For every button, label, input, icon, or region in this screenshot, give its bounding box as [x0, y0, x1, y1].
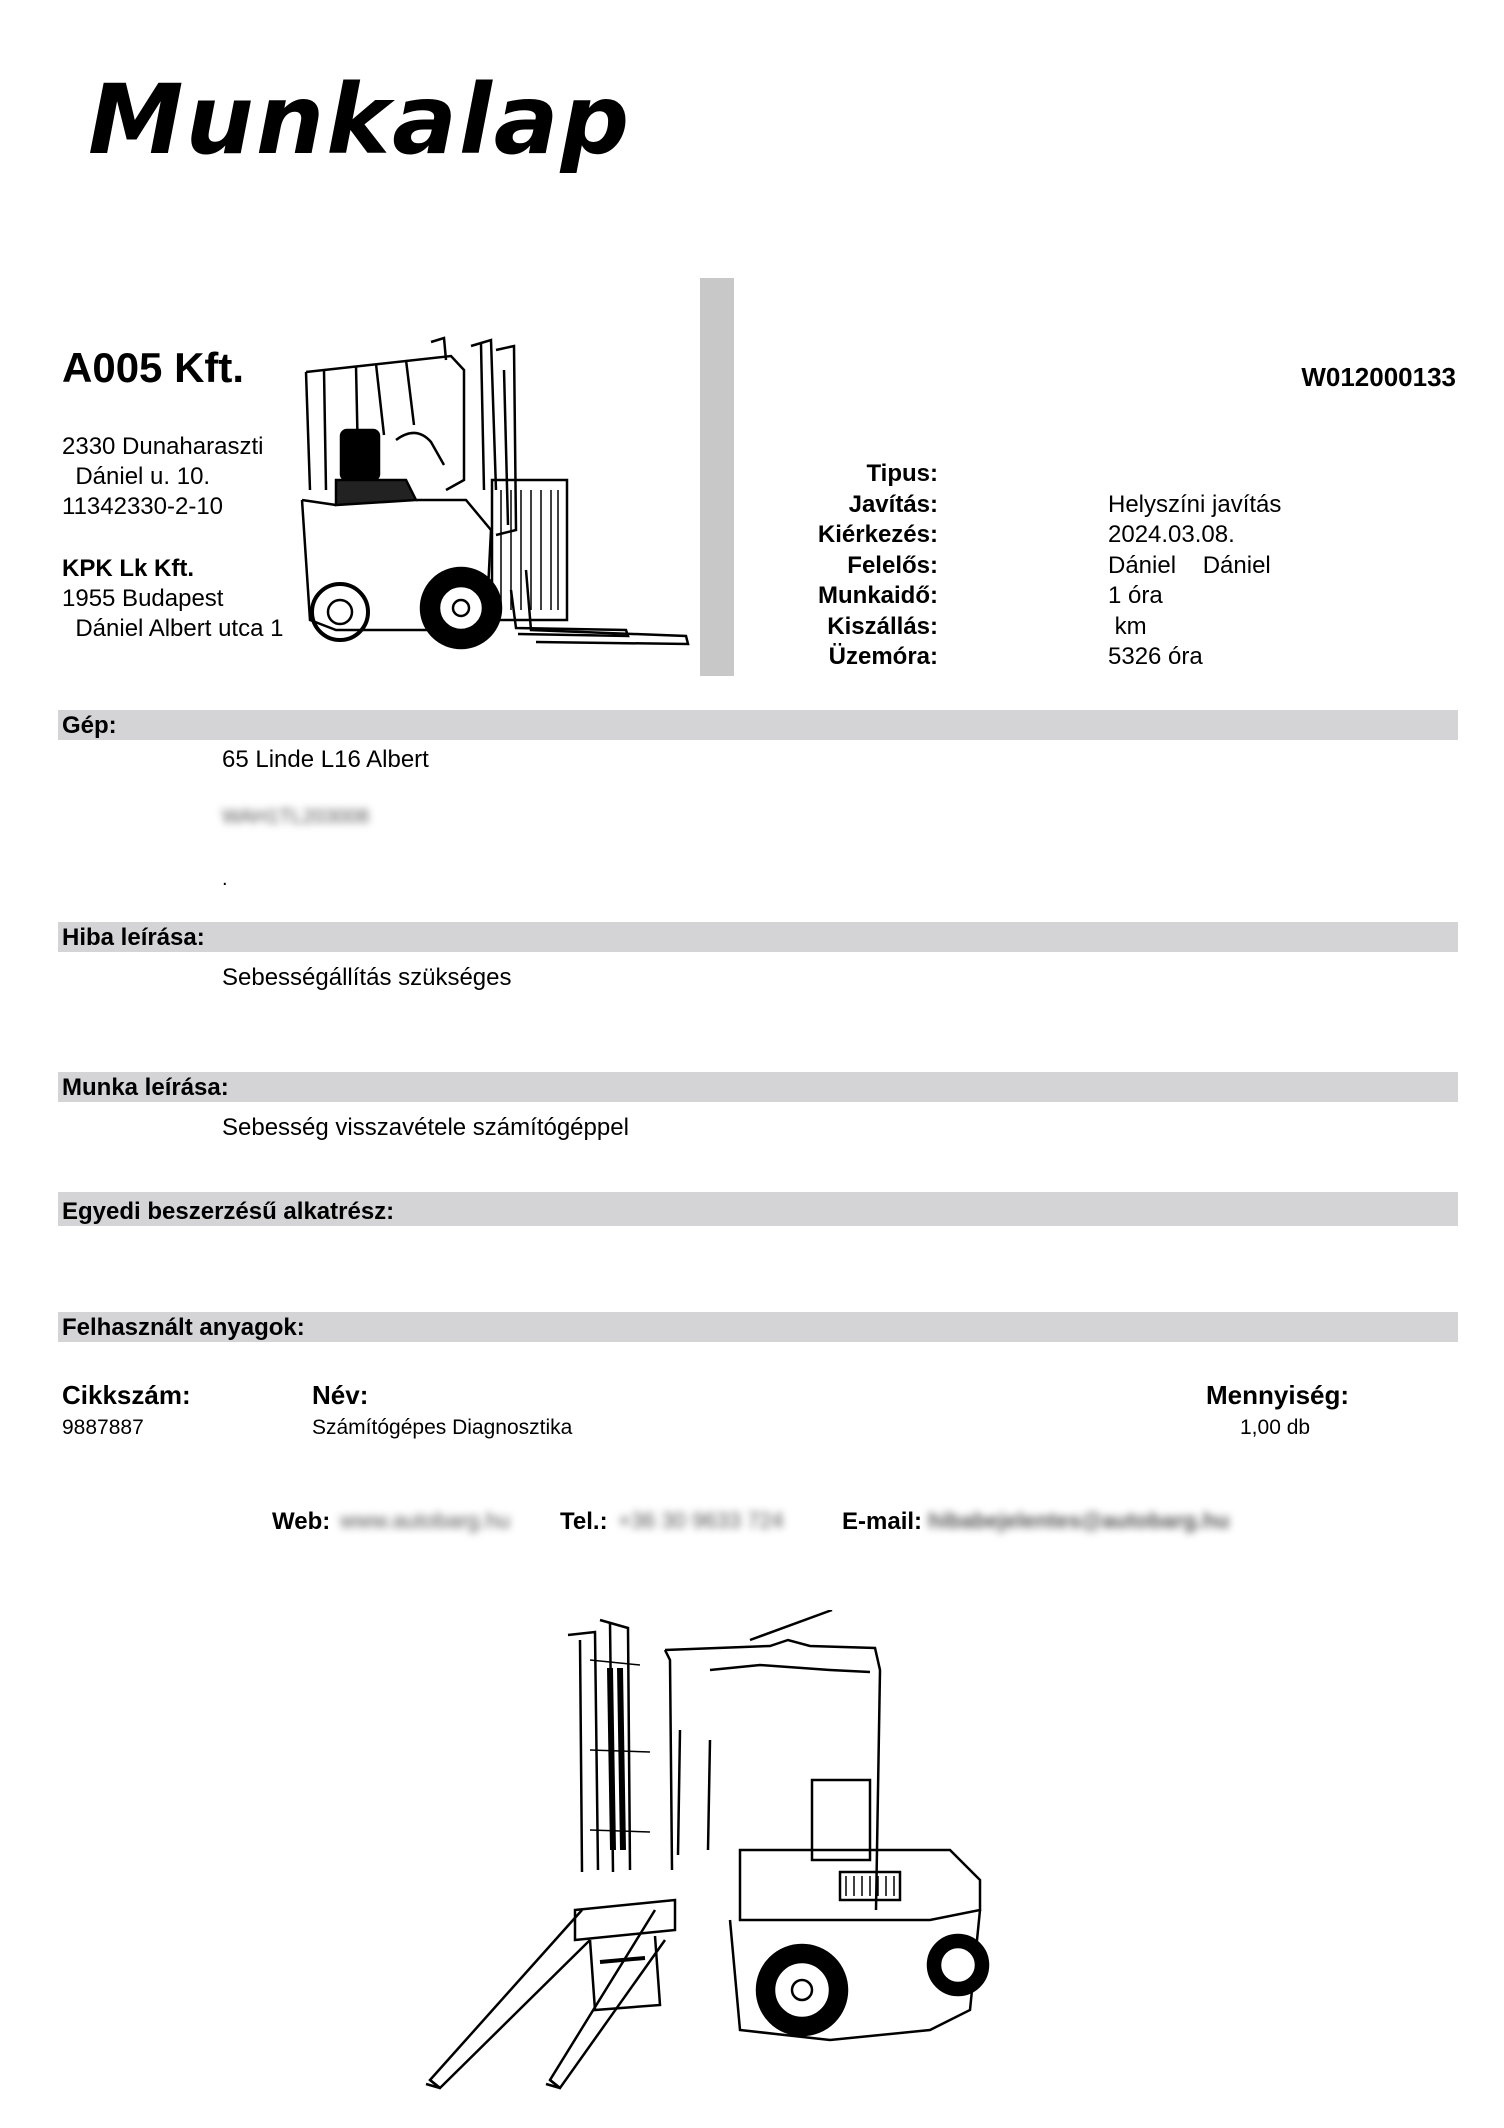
footer-tel-value: +36 30 9633 724	[618, 1508, 784, 1533]
footer-email-value[interactable]: hibabejelentes@autobarg.hu	[928, 1508, 1230, 1533]
info-value: Dániel Dániel	[1108, 551, 1271, 579]
material-qty: 1,00 db	[1240, 1416, 1311, 1439]
info-label: Üzemóra:	[828, 643, 938, 670]
section-anyagok: Felhasznált anyagok:	[58, 1312, 1458, 1342]
info-label: Javítás:	[848, 490, 938, 518]
column-header-code: Cikkszám:	[62, 1380, 191, 1410]
footer-tel-label: Tel.:	[560, 1508, 608, 1535]
work-description: Sebesség visszavétele számítógéppel	[222, 1114, 629, 1141]
material-code: 9887887	[62, 1416, 144, 1439]
info-label: Kiszállás:	[827, 612, 938, 640]
customer-name: KPK Lk Kft.	[62, 555, 194, 582]
footer-email-label: E-mail:	[842, 1508, 923, 1535]
customer-address-1: 1955 Budapest	[62, 585, 224, 612]
info-label: Tipus:	[866, 460, 938, 487]
section-gep: Gép:	[58, 710, 1458, 740]
info-value: km	[1108, 612, 1147, 640]
footer-web-label: Web:	[272, 1508, 331, 1535]
fault-description: Sebességállítás szükséges	[222, 964, 512, 991]
column-header-name: Név:	[312, 1380, 369, 1410]
info-label: Munkaidő:	[818, 582, 938, 609]
page-title: Munkalap	[88, 64, 632, 176]
section-munka: Munka leírása:	[58, 1072, 1458, 1102]
material-name: Számítógépes Diagnosztika	[312, 1416, 573, 1439]
column-header-qty: Mennyiség:	[1206, 1380, 1350, 1410]
company-address-2: Dániel u. 10.	[62, 463, 211, 490]
machine-model: 65 Linde L16 Albert	[222, 746, 429, 773]
machine-extra: .	[222, 868, 228, 890]
company-address-1: 2330 Dunaharaszti	[62, 433, 264, 460]
info-value: Helyszíni javítás	[1108, 490, 1282, 518]
company-name: A005 Kft.	[62, 344, 245, 391]
info-label: Kiérkezés:	[817, 521, 938, 548]
document-number: W012000133	[1301, 362, 1456, 392]
section-hiba: Hiba leírása:	[58, 922, 1458, 952]
forklift-illustration-large	[410, 1610, 990, 2090]
customer-address-2: Dániel Albert utca 1	[62, 615, 284, 642]
section-egyedi: Egyedi beszerzésű alkatrész:	[58, 1192, 1458, 1226]
info-label: Felelős:	[847, 551, 938, 579]
info-value: 2024.03.08.	[1108, 521, 1235, 548]
info-value: 5326 óra	[1108, 643, 1203, 670]
forklift-illustration-small	[296, 330, 696, 660]
company-tax-number: 11342330-2-10	[62, 493, 224, 520]
footer-web-value[interactable]: www.autobarg.hu	[340, 1508, 510, 1533]
info-value: 1 óra	[1108, 582, 1163, 609]
machine-serial: WAH1TL203008	[222, 806, 370, 828]
